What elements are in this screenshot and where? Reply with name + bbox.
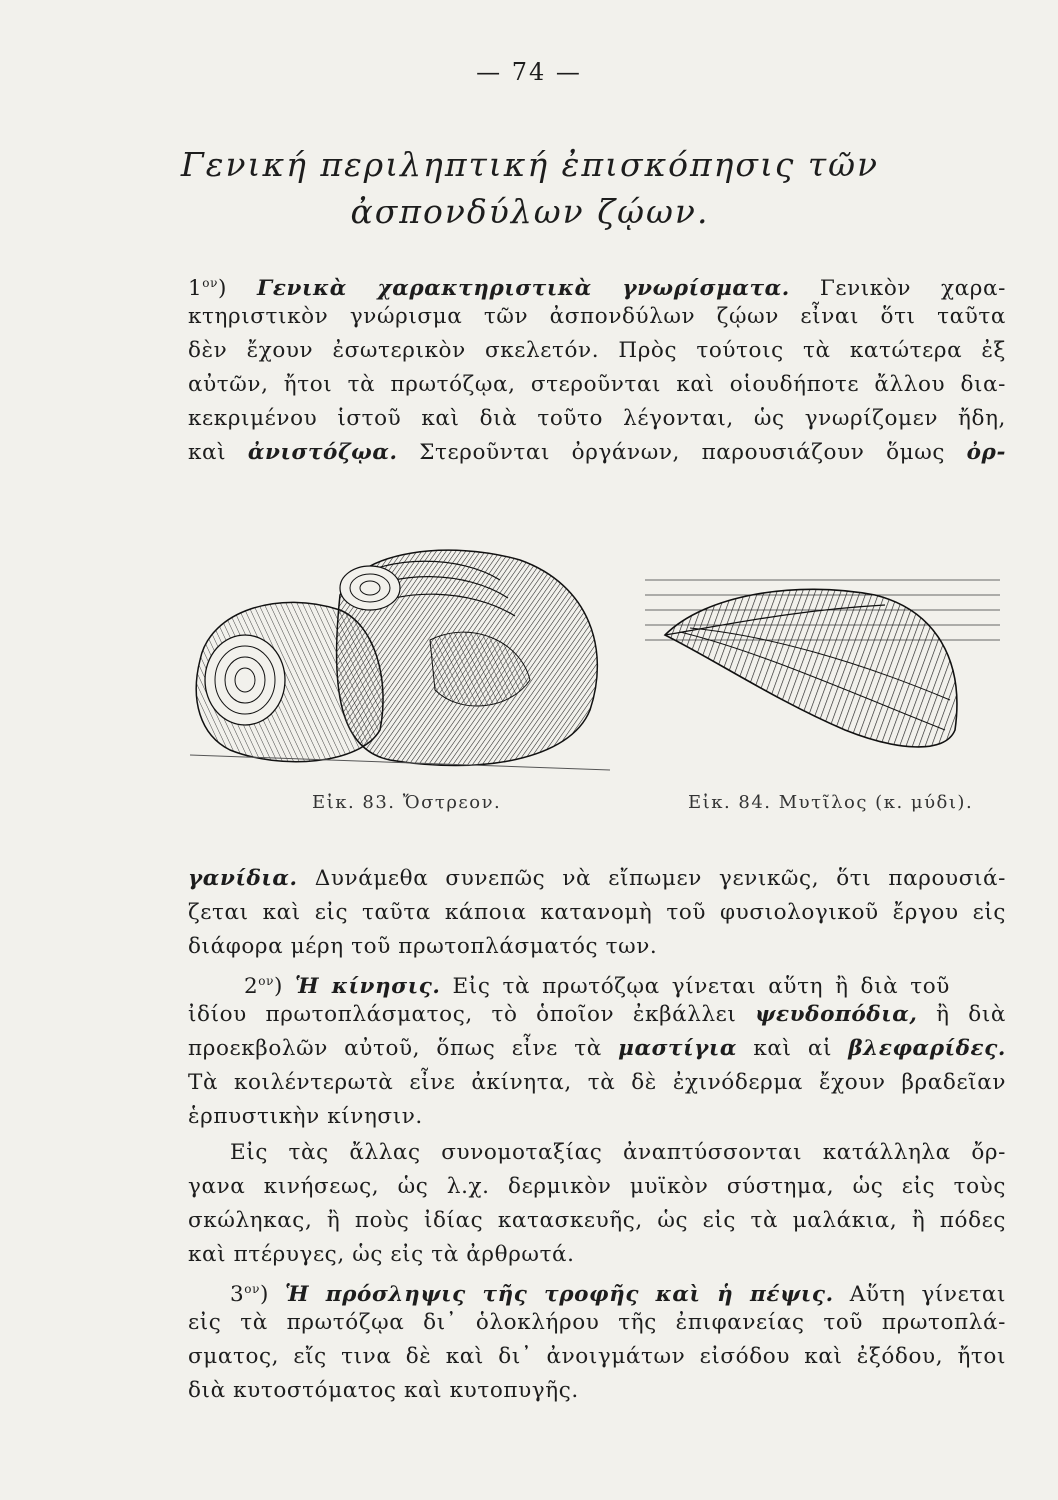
section-heading: Ἡ πρόσληψις τῆς τροφῆς καὶ ἡ πέψις. xyxy=(285,1282,834,1307)
page-title-line-2: ἀσπονδύλων ζῴων. xyxy=(350,192,710,231)
section-heading: Γενικὰ χαρακτηριστικὰ γνωρίσματα. xyxy=(256,276,790,301)
section-2-paragraph: $2^{o\nu}$) Ἡ κίνησις. Εἰς τὰ πρωτόζῳα γίνεται αὕτη ἢ διὰ τοῦ ἰδίου πρωτοπλάσματος, τὸ ὁποῖον ἐκβάλλει ψευδοπόδια, ἢ διὰ προεκβολῶν αὐτοῦ, ὅπως εἶνε τὰ μαστίγια καὶ αἱ βλεφαρίδες. Τὰ κοιλέντερωτὰ εἶνε ἀκίνητα, τὰ δὲ ἐχινόδερμα ἔχουν βραδεῖαν ἑρπυστικὴν κίνησιν. xyxy=(188,974,1006,1129)
page-title-line-1: Γενική περιληπτική ἐπισκόπησις τῶν xyxy=(180,145,880,184)
section-1-paragraph: $1^{o\nu}$) Γενικὰ χαρακτηριστικὰ γνωρίσματα. Γενικὸν χαρα- κτηριστικὸν γνώρισμα τῶν ἀσπονδύλων ζῴων εἶναι ὅτι ταῦτα δὲν ἔχουν ἐσωτερικὸν σκελετόν. Πρὸς τούτοις τὰ κατώτερα ἐξ αὐτῶν, ἤτοι τὰ πρωτόζῳα, στεροῦνται καὶ οἱουδήποτε ἄλλου δια- κεκριμένου ἱστοῦ καὶ διὰ τοῦτο λέγονται, ὡς γνωρίζομεν ἤδη, καὶ ἀνιστόζῳα. Στεροῦνται ὀργάνων, παρουσιάζουν ὅμως ὀρ- xyxy=(188,276,1006,465)
section-number: 1 xyxy=(188,276,203,301)
section-heading: Ἡ κίνησις. xyxy=(295,974,441,999)
paragraph-continuation: γανίδια. Δυνάμεθα συνεπῶς νὰ εἴπωμεν γενικῶς, ὅτι παρουσιά- ζεται καὶ εἰς ταῦτα κάποια κατανομὴ τοῦ φυσιολογικοῦ ἔργου εἰς διάφορα μέρη τοῦ πρωτοπλάσματός των. xyxy=(188,866,1006,959)
section-number: 2 xyxy=(244,974,259,999)
section-number: 3 xyxy=(230,1282,245,1307)
figure-84-caption: Εἰκ. 84. Μυτῖλος (κ. μύδι). xyxy=(688,792,974,813)
page-number: — 74 — xyxy=(476,58,582,86)
oyster-illustration xyxy=(190,540,630,780)
mussel-illustration xyxy=(645,550,1000,760)
paragraph-movement-organs: Εἰς τὰς ἄλλας συνομοταξίας ἀναπτύσσονται κατάλληλα ὄρ- γανα κινήσεως, ὡς λ.χ. δερμικὸν μυϊκὸν σύστημα, ὡς εἰς τοὺς σκώληκας, ἢ ποὺς ἰδίας κατασκευῆς, ὡς εἰς τὰ μαλάκια, ἢ πόδες καὶ πτέρυγες, ὡς εἰς τὰ ἀρθρωτά. xyxy=(188,1140,1006,1267)
section-3-paragraph: $3^{o\nu}$) Ἡ πρόσληψις τῆς τροφῆς καὶ ἡ πέψις. Αὕτη γίνεται εἰς τὰ πρωτόζῳα δι᾽ ὁλοκλήρου τῆς ἐπιφανείας τοῦ πρωτοπλά- σματος, εἴς τινα δὲ καὶ δι᾽ ἀνοιγμάτων εἰσόδου καὶ ἐξόδου, ἤτοι διὰ κυτοστόματος καὶ κυτοπυγῆς. xyxy=(188,1282,1006,1403)
figure-83-caption: Εἰκ. 83. Ὄστρεον. xyxy=(312,792,502,813)
